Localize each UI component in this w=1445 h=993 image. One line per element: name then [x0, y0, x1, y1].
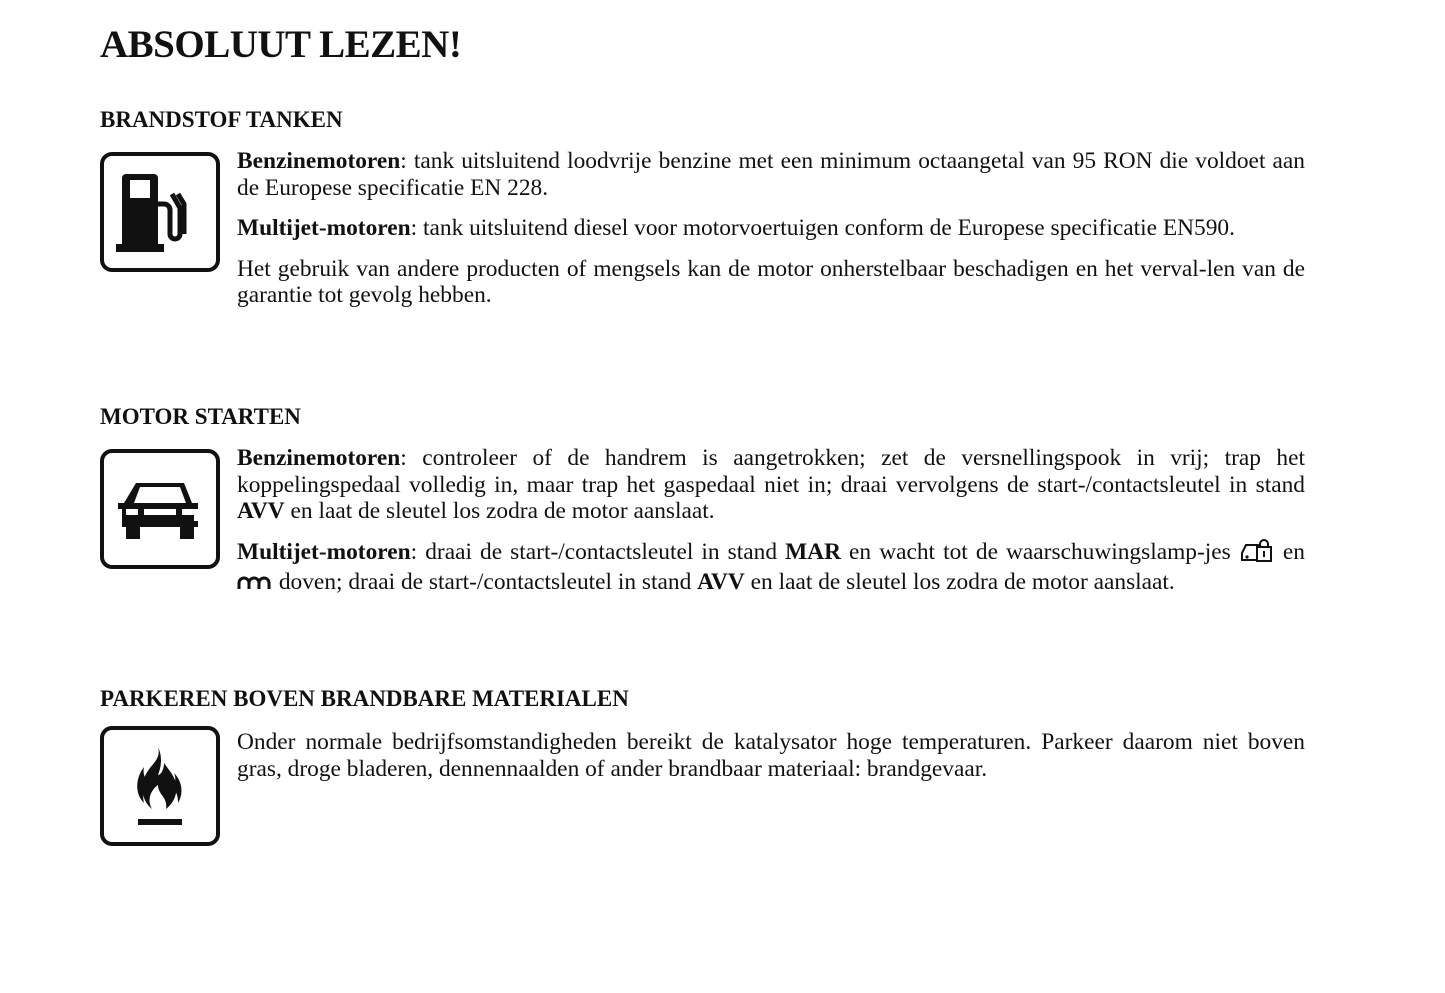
- car-icon-box: [100, 449, 220, 569]
- start-text: [237, 445, 1305, 614]
- section-heading-start: MOTOR STARTEN: [100, 404, 301, 429]
- key-position-avv-diesel: AVV: [697, 569, 745, 596]
- text-fuel-warning: Het gebruik van andere producten of mengsels kan de motor onherstelbaar beschadigen en het verval-len van de garantie tot gevolg hebben.: [237, 255, 1305, 309]
- fuel-paragraph-diesel: [237, 215, 1305, 242]
- flame-icon: [128, 743, 192, 829]
- parking-text: [237, 729, 1305, 796]
- text-diesel-start-a: : draai de start-/contactsleutel in stand: [410, 538, 786, 565]
- text-diesel-start-c: en: [1274, 538, 1305, 565]
- parking-paragraph: [237, 729, 1305, 782]
- label-petrol-engines: Benzinemotoren: [237, 148, 401, 174]
- key-position-mar: MAR: [785, 538, 841, 565]
- car-front-icon: [118, 477, 202, 541]
- text-petrol-start-a: : controleer of de handrem is aangetrokken; zet de versnellingspook in vrij; trap het koppelingspedaal volledig in, maar trap het gaspedaal niet in; draai vervolgens de start-/contactsleutel in stand: [237, 445, 1305, 498]
- page-title: ABSOLUUT LEZEN!: [100, 23, 462, 66]
- label-multijet-engines: Multijet-motoren: [237, 215, 411, 242]
- text-petrol-start-b: en laat de sleutel los zodra de motor aanslaat.: [284, 498, 715, 525]
- fuel-paragraph-warning: [237, 256, 1305, 309]
- flame-icon-box: [100, 726, 220, 846]
- label-multijet-engines-start: Multijet-motoren: [237, 538, 411, 565]
- glow-plug-icon: [237, 573, 273, 600]
- label-petrol-engines-start: Benzinemotoren: [237, 445, 401, 471]
- section-heading-fuel: BRANDSTOF TANKEN: [100, 107, 343, 132]
- text-diesel-start-d: doven; draai de start-/contactsleutel in stand: [273, 569, 698, 596]
- fuel-icon-box: [100, 152, 220, 272]
- text-parking-warning: Onder normale bedrijfsomstandigheden bereikt de katalysator hoge temperaturen. Parkeer daarom niet boven gras, droge bladeren, dennennaalden of ander brandbaar materiaal: brandgevaar.: [237, 729, 1305, 782]
- key-position-avv: AVV: [237, 498, 285, 525]
- fuel-paragraph-petrol: [237, 148, 1305, 201]
- start-paragraph-diesel: [237, 539, 1305, 600]
- fuel-text: [237, 148, 1305, 323]
- immobilizer-warning-icon: [1239, 539, 1275, 570]
- text-diesel-start-e: en laat de sleutel los zodra de motor aanslaat.: [744, 569, 1175, 596]
- text-petrol-fuel: : tank uitsluitend loodvrije benzine met een minimum octaangetal van 95 RON die voldoet aan de Europese specificatie EN 228.: [237, 148, 1305, 201]
- section-heading-parking: PARKEREN BOVEN BRANDBARE MATERIALEN: [100, 686, 629, 711]
- text-diesel-start-b: en wacht tot de waarschuwingslamp-jes: [840, 538, 1239, 565]
- text-diesel-fuel: : tank uitsluitend diesel voor motorvoertuigen conform de Europese specificatie EN590.: [410, 215, 1235, 242]
- fuel-pump-icon: [112, 170, 208, 254]
- start-paragraph-petrol: [237, 445, 1305, 525]
